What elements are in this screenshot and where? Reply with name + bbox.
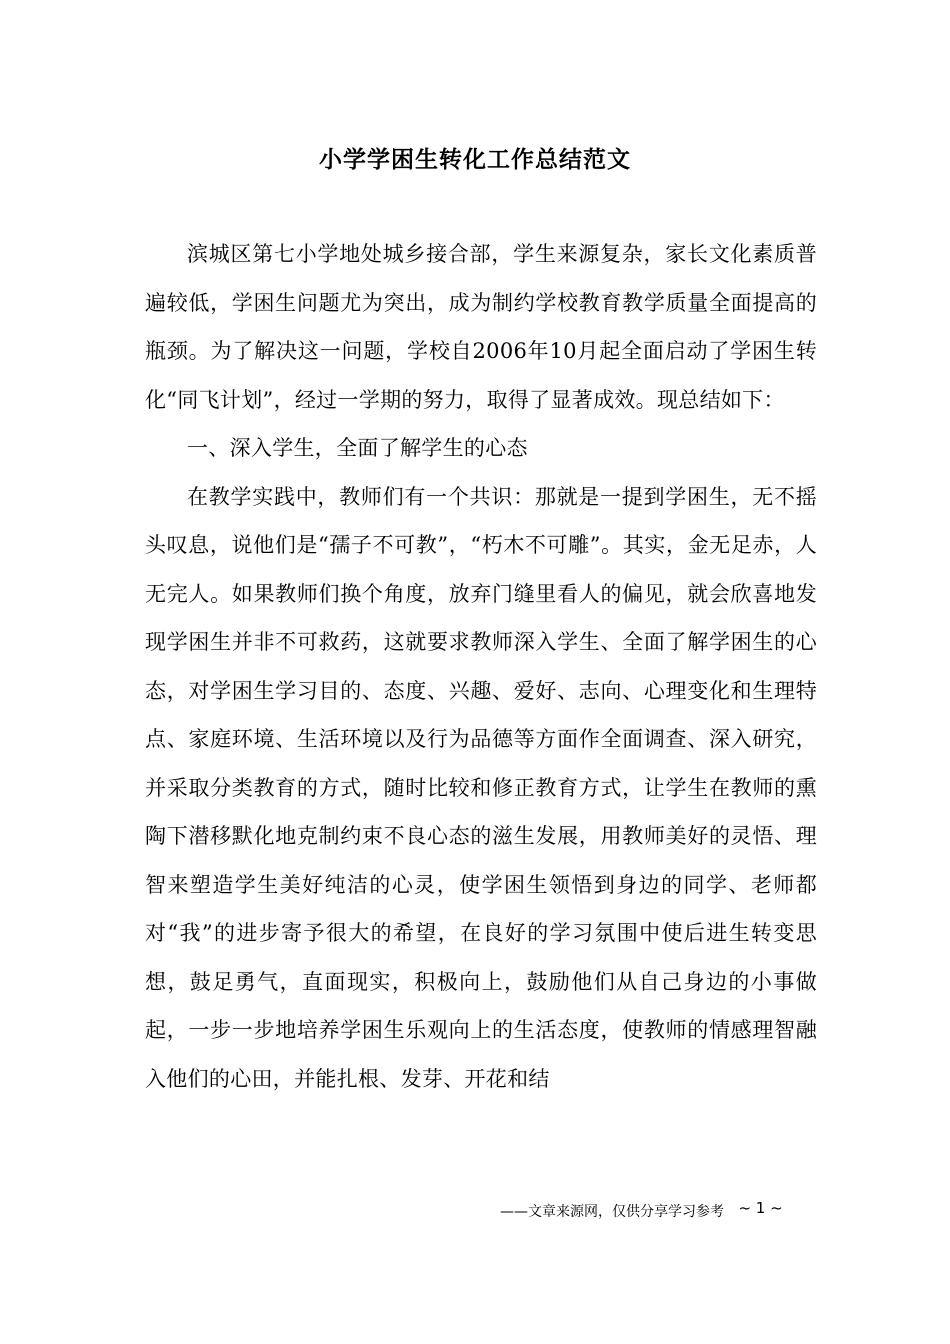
page-footer	[500, 1196, 800, 1226]
page-number: ~ 1 ~	[738, 1199, 783, 1217]
document-title: 小学学困生转化工作总结范文	[319, 147, 631, 173]
document-body	[145, 230, 817, 1103]
section-heading: 一、深入学生，全面了解学生的心态	[187, 436, 528, 460]
paragraph-intro: 滨城区第七小学地处城乡接合部，学生来源复杂，家长文化素质普遍较低，学困生问题尤为突出，成为制约学校教育教学质量全面提高的瓶颈。为了解决这一问题，学校自2006年10月起全面启动了学困生转化“同飞计划”，经过一学期的努力，取得了显著成效。现总结如下：	[145, 242, 817, 412]
footer-source-text: ——文章来源网，仅供分享学习参考	[500, 1204, 724, 1220]
paragraph-section-1: 在教学实践中，教师们有一个共识：那就是一提到学困生，无不摇头叹息，说他们是“孺子不可教”，“朽木不可雕”。其实，金无足赤，人无完人。如果教师们换个角度，放弃门缝里看人的偏见，就会欣喜地发现学困生并非不可救药，这就要求教师深入学生、全面了解学困生的心态，对学困生学习目的、态度、兴趣、爱好、志向、心理变化和生理特点、家庭环境、生活环境以及行为品德等方面作全面调查、深入研究，并采取分类教育的方式，随时比较和修正教育方式，让学生在教师的熏陶下潜移默化地克制约束不良心态的滋生发展，用教师美好的灵悟、理智来塑造学生美好纯洁的心灵，使学困生领悟到身边的同学、老师都对“我”的进步寄予很大的希望，在良好的学习氛围中使后进生转变思想，鼓足勇气，直面现实，积极向上，鼓励他们从自己身边的小事做起，一步一步地培养学困生乐观向上的生活态度，使教师的情感理智融入他们的心田，并能扎根、发芽、开花和结	[145, 484, 817, 1091]
